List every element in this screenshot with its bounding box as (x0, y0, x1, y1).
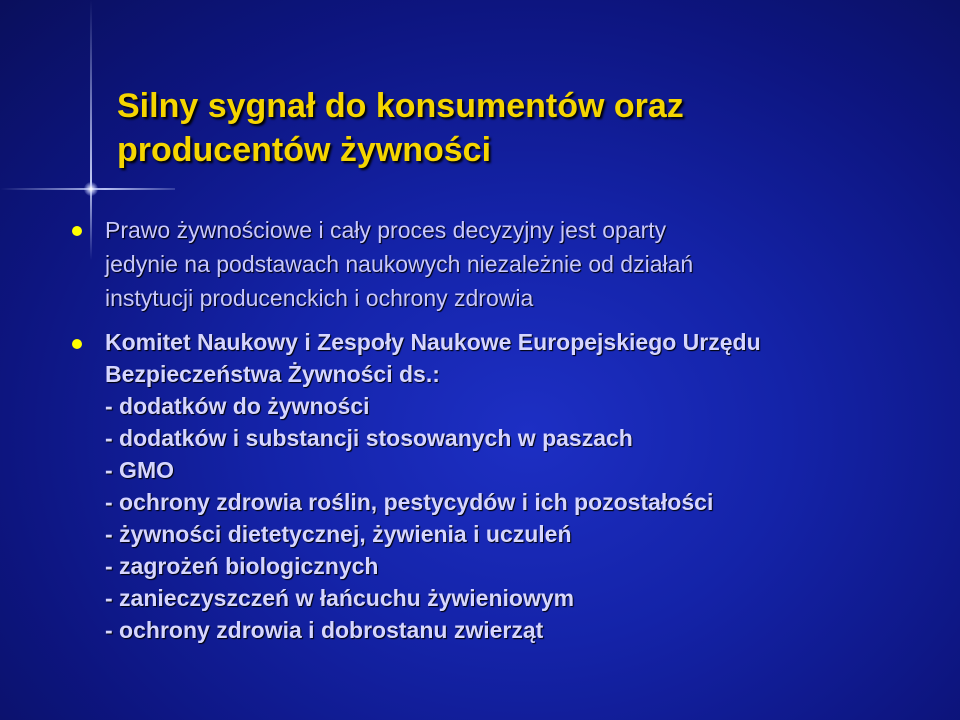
bullet-line: Komitet Naukowy i Zespoły Naukowe Europejskiego Urzędu (105, 329, 761, 355)
bullet-line: jedynie na podstawach naukowych niezależnie od działań (105, 251, 694, 277)
sub-list-item: - GMO (105, 457, 174, 483)
slide-title-line: Silny sygnał do konsumentów oraz (117, 87, 684, 125)
bullet-dot-icon (72, 339, 82, 349)
decorative-vertical-line (90, 0, 92, 260)
sub-list-item: - zanieczyszczeń w łańcuchu żywieniowym (105, 585, 575, 611)
slide-title (117, 84, 917, 172)
sub-list-item: - ochrony zdrowia roślin, pestycydów i ich pozostałości (105, 489, 714, 515)
sub-list-item: - dodatków i substancji stosowanych w paszach (105, 425, 633, 451)
sub-list-item: - zagrożeń biologicznych (105, 553, 379, 579)
sub-list-item: - żywności dietetycznej, żywienia i uczuleń (105, 521, 572, 547)
slide-title-line: producentów żywności (117, 131, 492, 169)
bullet-text (105, 326, 761, 646)
bullet-line: Bezpieczeństwa Żywności ds.: (105, 361, 440, 387)
bullet-text (105, 213, 693, 315)
bullet-dot-icon (72, 226, 82, 236)
bullet-line: Prawo żywnościowe i cały proces decyzyjny jest oparty (105, 217, 667, 243)
sub-list-item: - dodatków do żywności (105, 393, 370, 419)
decorative-sparkle-icon (84, 182, 98, 196)
sub-list (105, 390, 761, 646)
bullet-line: instytucji producenckich i ochrony zdrowia (105, 285, 534, 311)
sub-list-item: - ochrony zdrowia i dobrostanu zwierząt (105, 617, 544, 643)
